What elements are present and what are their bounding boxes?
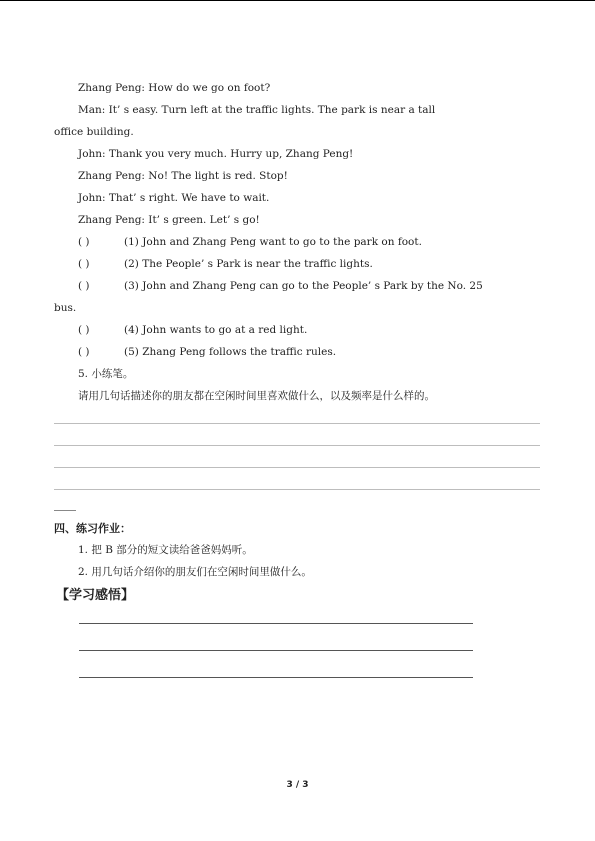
writing-line[interactable] xyxy=(54,423,540,424)
dialogue-line: Man: It’ s easy. Turn left at the traffic lights. The park is near a tall xyxy=(78,104,436,116)
reflection-title: 【学习感悟】 xyxy=(56,588,135,603)
question-text: (2) The People’ s Park is near the traffic lights. xyxy=(124,258,373,270)
divider xyxy=(54,510,76,511)
question-text: (1) John and Zhang Peng want to go to the park on foot. xyxy=(124,236,422,248)
dialogue-line: John: Thank you very much. Hurry up, Zhang Peng! xyxy=(78,148,354,160)
answer-blank[interactable]: ( ) xyxy=(78,258,90,270)
question-text: (4) John wants to go at a red light. xyxy=(124,324,308,336)
question-3-continuation: bus. xyxy=(54,302,77,314)
homework-item: 1. 把 B 部分的短文读给爸爸妈妈听。 xyxy=(78,544,253,556)
answer-blank[interactable]: ( ) xyxy=(78,324,90,336)
reflection-line[interactable] xyxy=(79,650,473,651)
homework-item: 2. 用几句话介绍你的朋友们在空闲时间里做什么。 xyxy=(78,566,312,578)
dialogue-line: Zhang Peng: How do we go on foot? xyxy=(78,82,271,94)
exercise-5-prompt: 请用几句话描述你的朋友都在空闲时间里喜欢做什么，以及频率是什么样的。 xyxy=(78,390,435,402)
question-1 xyxy=(78,235,422,249)
page-number: 3 / 3 xyxy=(286,780,309,790)
question-2 xyxy=(78,257,373,271)
question-text: (5) Zhang Peng follows the traffic rules. xyxy=(124,346,337,358)
page-top-border xyxy=(0,0,595,1)
question-5 xyxy=(78,345,336,359)
question-4 xyxy=(78,323,307,337)
reflection-line[interactable] xyxy=(79,677,473,678)
question-text: (3) John and Zhang Peng can go to the People’ s Park by the No. 25 xyxy=(124,280,483,292)
question-3 xyxy=(78,279,483,293)
dialogue-line: Zhang Peng: It’ s green. Let’ s go! xyxy=(78,214,260,226)
dialogue-line: office building. xyxy=(54,126,134,138)
answer-blank[interactable]: ( ) xyxy=(78,236,90,248)
answer-blank[interactable]: ( ) xyxy=(78,280,90,292)
writing-line[interactable] xyxy=(54,489,540,490)
writing-line[interactable] xyxy=(54,467,540,468)
exercise-5-heading: 5. 小练笔。 xyxy=(78,368,134,380)
section-4-title: 四、练习作业： xyxy=(54,522,131,535)
dialogue-line: Zhang Peng: No! The light is red. Stop! xyxy=(78,170,288,182)
writing-line[interactable] xyxy=(54,445,540,446)
answer-blank[interactable]: ( ) xyxy=(78,346,90,358)
dialogue-line: John: That’ s right. We have to wait. xyxy=(78,192,270,204)
reflection-line[interactable] xyxy=(79,623,473,624)
